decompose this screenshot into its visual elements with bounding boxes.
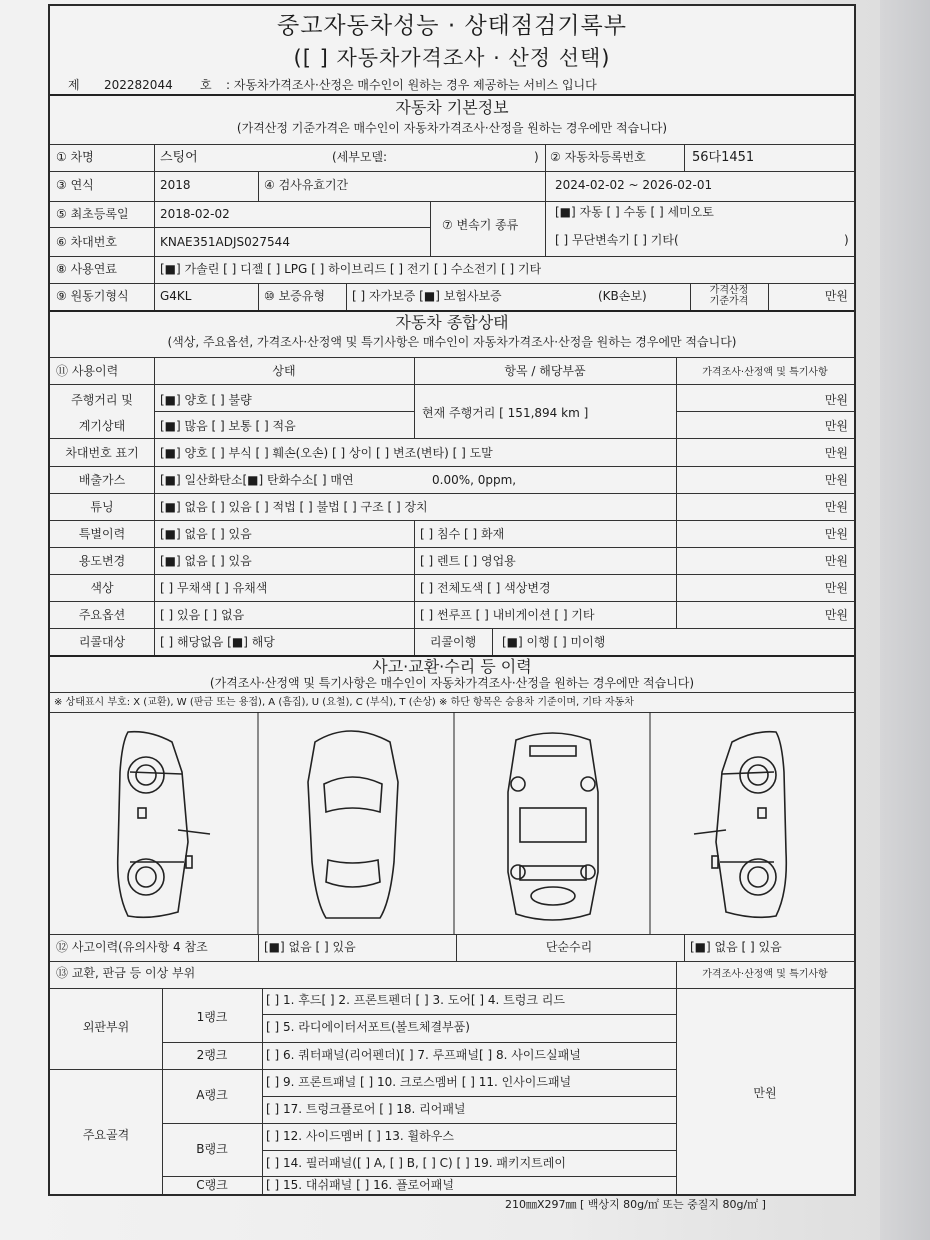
exhaust-price: 만원 (824, 473, 848, 487)
car-underside-view (508, 733, 598, 920)
first-registration-value: 2018-02-02 (160, 207, 230, 221)
engine-type-value: G4KL (160, 289, 192, 303)
special-history-price: 만원 (824, 527, 848, 541)
car-right-side-view (694, 732, 786, 918)
main-options-options: [ ] 있음 [ ] 없음 (160, 608, 245, 622)
accident-history-label: ⑫ 사고이력(유의사항 4 참조 (56, 940, 208, 954)
abnormal-price-header: 가격조사·산정액 및 특기사항 (702, 969, 828, 980)
rankB-label: B랭크 (196, 1142, 228, 1156)
rank1-line2: [ ] 5. 라디에이터서포트(볼트체결부품) (266, 1020, 470, 1034)
detail-model-label: (세부모델: (332, 150, 388, 164)
current-mileage: 현재 주행거리 [ 151,894 km ] (422, 406, 589, 420)
warranty-options: [ ] 자가보증 [■] 보험사보증 (352, 289, 502, 303)
color-label: 색상 (90, 581, 114, 595)
form-subtitle: ([ ] 자동차가격조사 · 산정 선택) (293, 46, 611, 70)
mileage-label-2: 계기상태 (78, 419, 126, 433)
special-history-options: [■] 없음 [ ] 있음 (160, 527, 252, 541)
special-history-label: 특별이력 (78, 527, 126, 541)
car-name-label: ① 차명 (56, 150, 94, 164)
car-name-value: 스팅어 (160, 150, 198, 165)
paper-spec-footer: 210㎜X297㎜ [ 백상지 80g/㎡ 또는 중질지 80g/㎡ ] (505, 1198, 766, 1211)
adjacent-page-edge (880, 0, 930, 1240)
abnormal-price-unit: 만원 (753, 1086, 777, 1100)
form-title: 중고자동차성능 · 상태점검기록부 (277, 13, 627, 39)
mileage-label-1: 주행거리 및 (71, 393, 133, 407)
section-basic-info-note: (가격산정 기준가격은 매수인이 자동차가격조사·산정을 원하는 경우에만 적습니다) (236, 121, 668, 135)
header-price-note: 가격조사·산정액 및 특기사항 (702, 367, 828, 378)
usage-change-options: [■] 없음 [ ] 있음 (160, 554, 252, 568)
record-number-suffix: 호 (200, 78, 212, 92)
engine-type-label: ⑨ 원동기형식 (56, 289, 129, 303)
detail-model-close: ) (534, 150, 539, 164)
record-number-label: 제 (68, 78, 80, 92)
mileage-options: [■] 많음 [ ] 보통 [ ] 적음 (160, 419, 296, 433)
tuning-label: 튜닝 (90, 500, 114, 514)
year-value: 2018 (160, 178, 191, 192)
first-registration-label: ⑤ 최초등록일 (56, 207, 129, 221)
rankC-line1: [ ] 15. 대쉬패널 [ ] 16. 플로어패널 (266, 1178, 454, 1192)
status-legend: ※ 상태표시 부호: X (교환), W (판금 또는 용접), A (흠집), U (요철), C (부식), T (손상) ※ 하단 항목은 승용차 기준이며, 기타 자동차 (54, 697, 634, 708)
vin-display-options: [■] 양호 [ ] 부식 [ ] 훼손(오손) [ ] 상이 [ ] 변조(변타) [ ] 도말 (160, 446, 493, 460)
reg-number-value: 56다1451 (692, 150, 755, 165)
exhaust-label: 배출가스 (78, 473, 126, 487)
rank2-label: 2랭크 (196, 1048, 228, 1062)
header-usage-history: ⑪ 사용이력 (56, 364, 119, 378)
section-accident-title: 사고·교환·수리 등 이력 (372, 657, 532, 676)
transmission-label: ⑦ 변속기 종류 (442, 218, 519, 232)
vin-value: KNAE351ADJS027544 (160, 235, 290, 249)
exhaust-options: [■] 일산화탄소[■] 탄화수소[ ] 매연 (160, 473, 354, 487)
usage-change-price: 만원 (824, 554, 848, 568)
record-number: 202282044 (104, 78, 173, 92)
car-top-view (308, 731, 398, 918)
year-label: ③ 연식 (56, 178, 94, 192)
price-base-label-2: 기준가격 (709, 296, 749, 307)
price-base-unit: 만원 (824, 289, 848, 303)
abnormal-parts-label: ⑬ 교환, 판금 등 이상 부위 (56, 966, 196, 980)
tuning-options: [■] 없음 [ ] 있음 [ ] 적법 [ ] 불법 [ ] 구조 [ ] 장치 (160, 500, 428, 514)
accident-history-options: [■] 없음 [ ] 있음 (264, 940, 356, 954)
main-options-items: [ ] 썬루프 [ ] 내비게이션 [ ] 기타 (420, 608, 595, 622)
mileage-price-2: 만원 (824, 419, 848, 433)
fuel-label: ⑧ 사용연료 (56, 262, 117, 276)
rankB-line1: [ ] 12. 사이드멤버 [ ] 13. 휠하우스 (266, 1129, 454, 1143)
header-state: 상태 (272, 364, 296, 378)
section-basic-info-title: 자동차 기본정보 (395, 98, 509, 117)
reg-number-label: ② 자동차등록번호 (550, 150, 646, 164)
mileage-price-1: 만원 (824, 393, 848, 407)
tuning-price: 만원 (824, 500, 848, 514)
vin-display-label: 차대번호 표기 (65, 446, 139, 460)
car-left-side-view (118, 732, 210, 918)
rank1-line1: [ ] 1. 후드[ ] 2. 프론트펜더 [ ] 3. 도어[ ] 4. 트렁크 리드 (266, 993, 565, 1007)
recall-label: 리콜대상 (78, 635, 126, 649)
simple-repair-label: 단순수리 (545, 940, 593, 954)
color-price: 만원 (824, 581, 848, 595)
inspection-record-form (48, 4, 856, 1196)
main-options-price: 만원 (824, 608, 848, 622)
special-history-items: [ ] 침수 [ ] 화재 (420, 527, 505, 541)
car-damage-diagram (50, 712, 854, 934)
transmission-options-1: [■] 자동 [ ] 수동 [ ] 세미오토 (555, 205, 714, 219)
vin-display-price: 만원 (824, 446, 848, 460)
section-overall-status-title: 자동차 종합상태 (395, 313, 509, 332)
inspection-period-label: ④ 검사유효기간 (264, 178, 349, 192)
fuel-options: [■] 가솔린 [ ] 디젤 [ ] LPG [ ] 하이브리드 [ ] 전기 [ ] 수소전기 [ ] 기타 (160, 262, 542, 276)
rank1-label: 1랭크 (196, 1010, 228, 1024)
rank2-line1: [ ] 6. 쿼터패널(리어펜더)[ ] 7. 루프패널[ ] 8. 사이드실패널 (266, 1048, 581, 1062)
rankA-line1: [ ] 9. 프론트패널 [ ] 10. 크로스멤버 [ ] 11. 인사이드패널 (266, 1075, 572, 1089)
main-options-label: 주요옵션 (78, 608, 126, 622)
exhaust-values: 0.00%, 0ppm, (432, 473, 517, 487)
insurer-name: (KB손보) (598, 289, 647, 303)
price-base-label-1: 가격산정 (709, 285, 749, 296)
color-options: [ ] 무채색 [ ] 유채색 (160, 581, 268, 595)
simple-repair-options: [■] 없음 [ ] 있음 (690, 940, 782, 954)
transmission-options-2: [ ] 무단변속기 [ ] 기타( (555, 233, 679, 247)
header-item: 항목 / 해당부품 (504, 364, 586, 378)
rankA-label: A랭크 (196, 1088, 228, 1102)
rankB-line2: [ ] 14. 필러패널([ ] A, [ ] B, [ ] C) [ ] 19. 패키지트레이 (266, 1156, 566, 1170)
usage-change-items: [ ] 렌트 [ ] 영업용 (420, 554, 516, 568)
frame-label: 주요골격 (82, 1128, 130, 1142)
record-number-note: : 자동차가격조사·산정은 매수인이 원하는 경우 제공하는 서비스 입니다 (226, 78, 597, 92)
usage-change-label: 용도변경 (78, 554, 126, 568)
gauge-options: [■] 양호 [ ] 불량 (160, 393, 252, 407)
recall-options: [ ] 해당없음 [■] 해당 (160, 635, 275, 649)
section-overall-status-note: (색상, 주요옵션, 가격조사·산정액 및 특기사항은 매수인이 자동차가격조사·산정을 원하는 경우에만 적습니다) (167, 335, 737, 349)
rankA-line2: [ ] 17. 트렁크플로어 [ ] 18. 리어패널 (266, 1102, 466, 1116)
transmission-close: ) (844, 233, 849, 247)
warranty-label: ⑩ 보증유형 (264, 289, 325, 303)
recall-done-label: 리콜이행 (429, 635, 477, 649)
rankC-label: C랭크 (196, 1178, 228, 1192)
exterior-label: 외판부위 (82, 1020, 130, 1034)
inspection-period-value: 2024-02-02 ~ 2026-02-01 (555, 178, 713, 192)
color-items: [ ] 전체도색 [ ] 색상변경 (420, 581, 551, 595)
vin-label: ⑥ 차대번호 (56, 235, 117, 249)
recall-done-options: [■] 이행 [ ] 미이행 (502, 635, 606, 649)
section-accident-note: (가격조사·산정액 및 특기사항은 매수인이 자동차가격조사·산정을 원하는 경우에만 적습니다) (209, 676, 695, 690)
